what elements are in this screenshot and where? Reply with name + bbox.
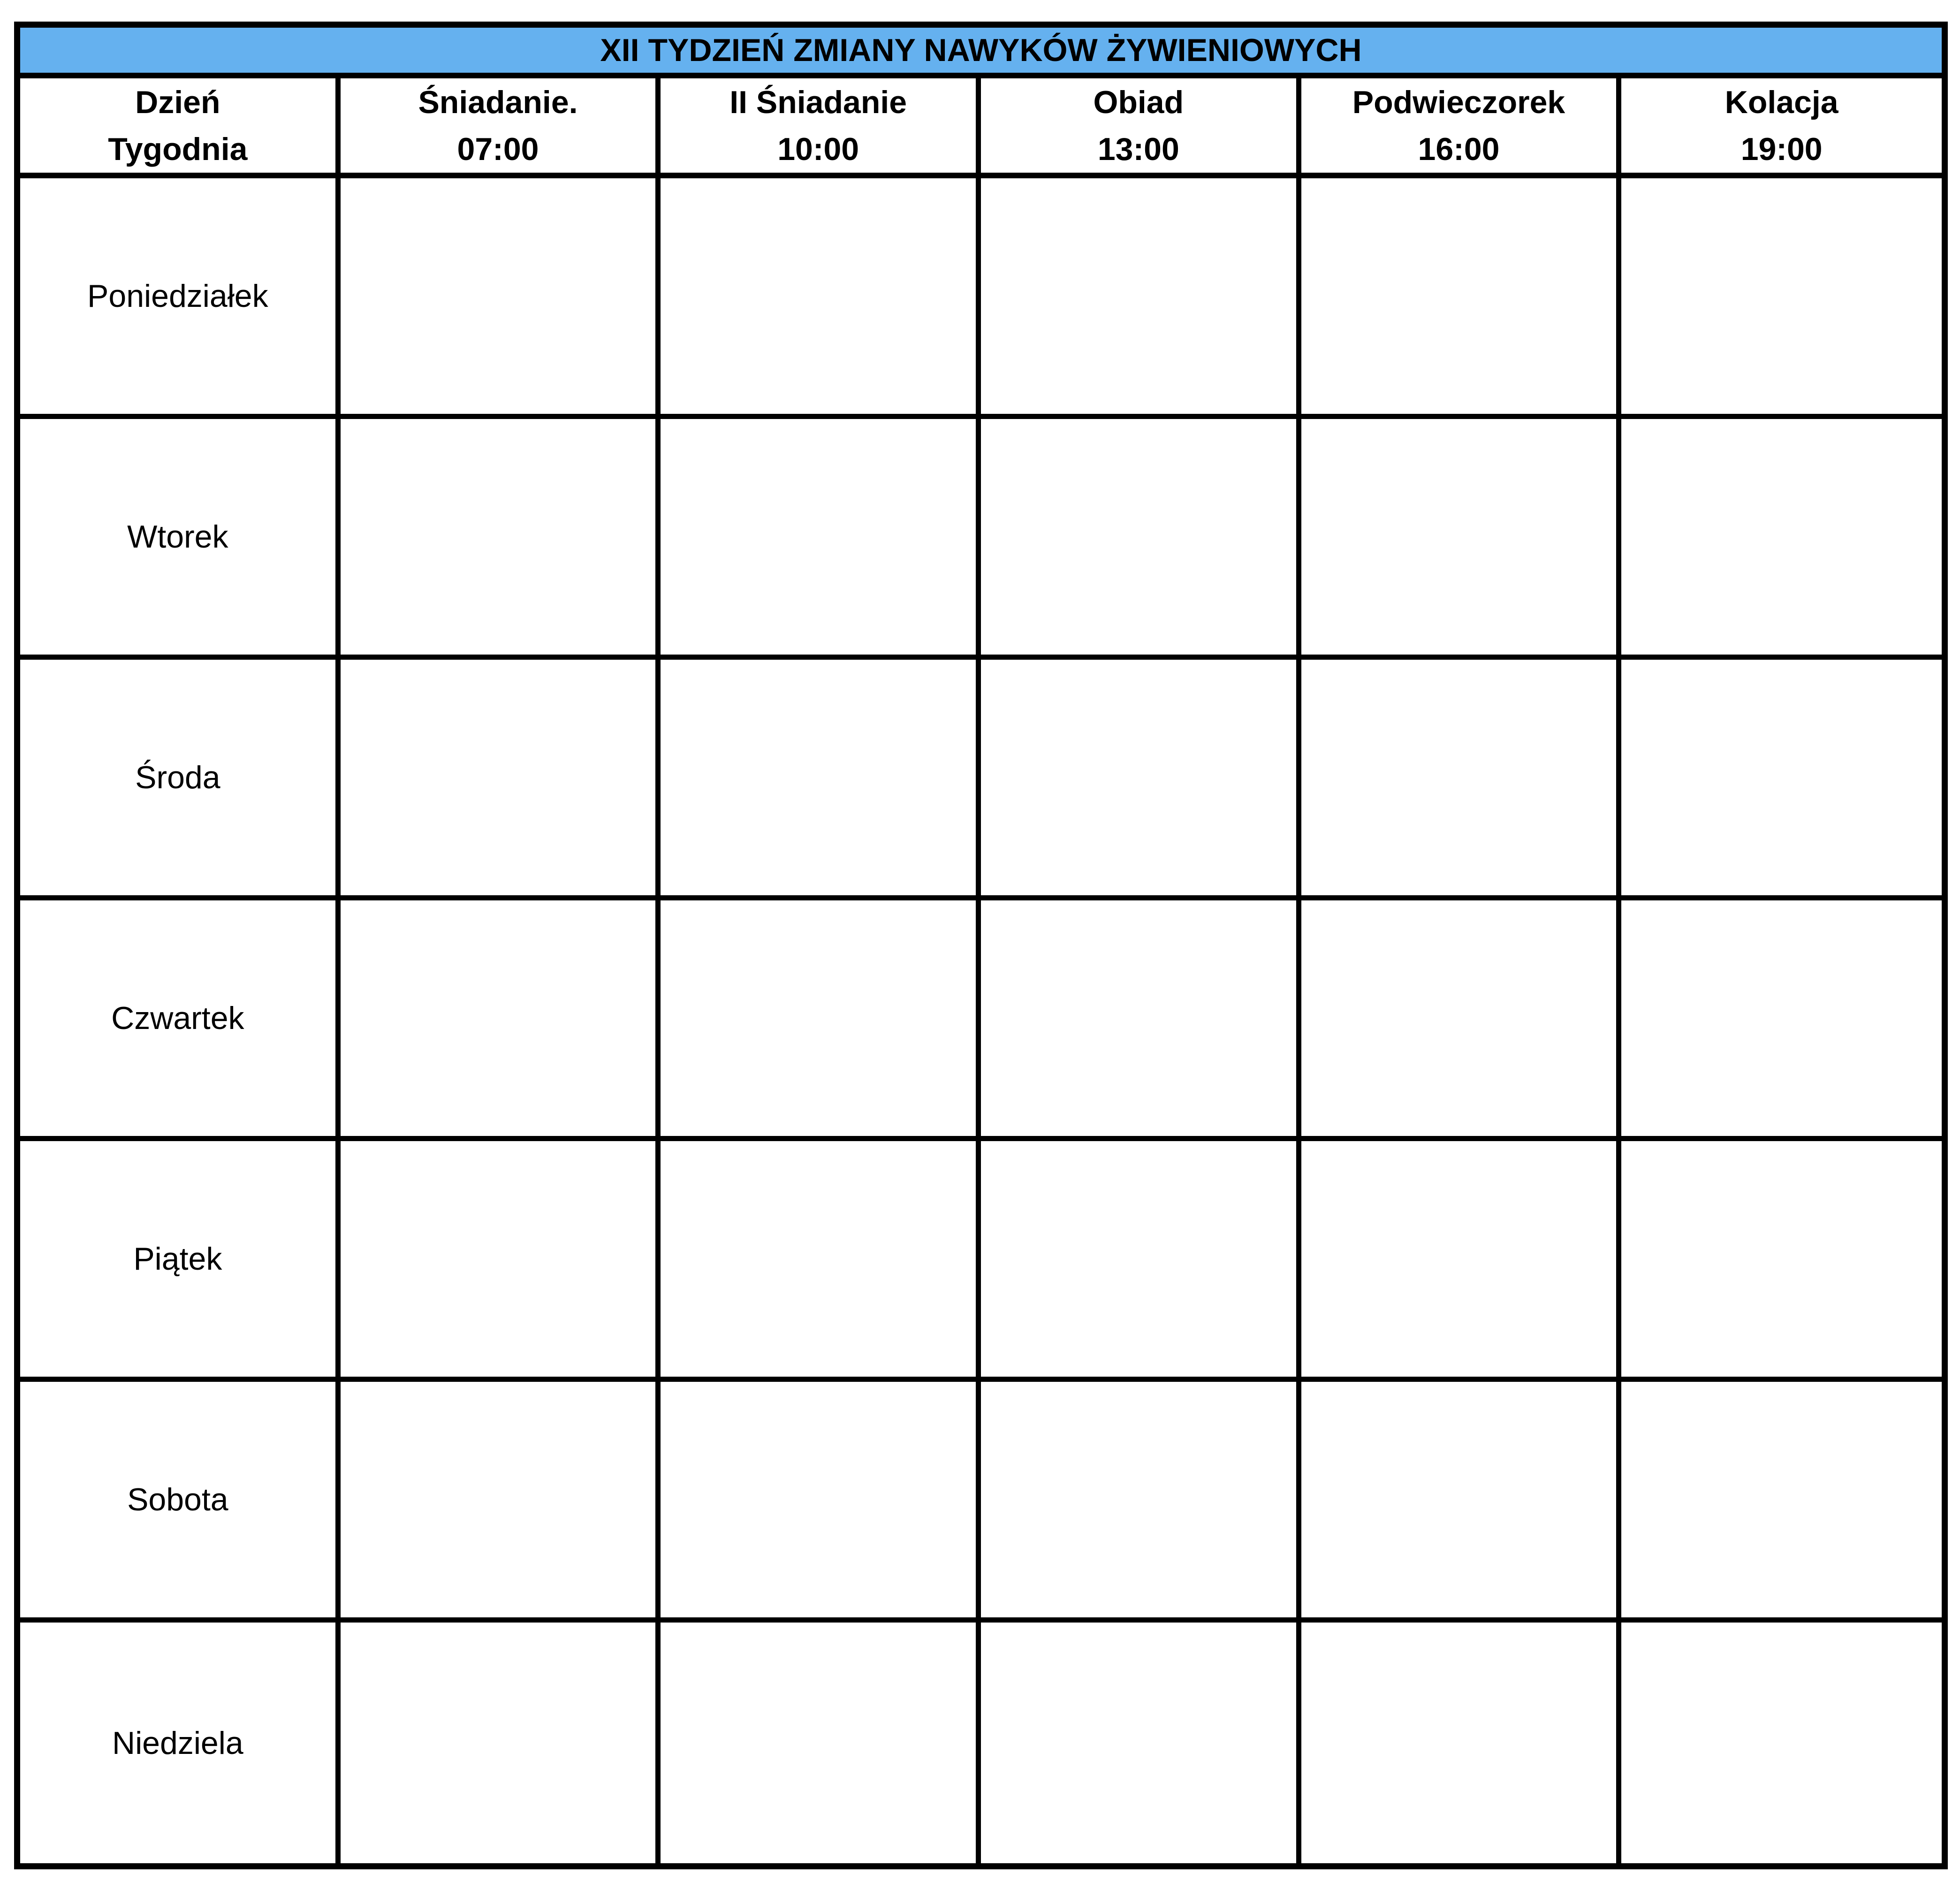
day-label-tuesday: Wtorek bbox=[20, 419, 341, 660]
meal-cell[interactable] bbox=[981, 419, 1301, 660]
meal-cell[interactable] bbox=[1621, 1623, 1942, 1863]
day-label-friday: Piątek bbox=[20, 1141, 341, 1382]
header-afternoon-snack bbox=[1301, 78, 1622, 178]
header-second-breakfast bbox=[661, 78, 981, 178]
meal-cell[interactable] bbox=[1301, 900, 1622, 1141]
meal-cell[interactable] bbox=[1621, 900, 1942, 1141]
meal-cell[interactable] bbox=[661, 1623, 981, 1863]
meal-cell[interactable] bbox=[341, 178, 661, 419]
meal-time: 16:00 bbox=[1418, 131, 1500, 167]
meal-cell[interactable] bbox=[1301, 660, 1622, 900]
meal-cell[interactable] bbox=[981, 1141, 1301, 1382]
meal-name: Obiad bbox=[1093, 84, 1184, 120]
meal-cell[interactable] bbox=[1621, 1382, 1942, 1623]
header-dinner bbox=[1621, 78, 1942, 178]
header-day-of-week bbox=[20, 78, 341, 178]
meal-time: 13:00 bbox=[1097, 131, 1179, 167]
meal-cell[interactable] bbox=[981, 1623, 1301, 1863]
meal-time: 07:00 bbox=[457, 131, 539, 167]
day-label-thursday: Czwartek bbox=[20, 900, 341, 1141]
meal-cell[interactable] bbox=[981, 660, 1301, 900]
meal-name: Śniadanie. bbox=[418, 84, 578, 120]
day-label-monday: Poniedziałek bbox=[20, 178, 341, 419]
meal-cell[interactable] bbox=[981, 900, 1301, 1141]
day-label-saturday: Sobota bbox=[20, 1382, 341, 1623]
meal-cell[interactable] bbox=[1621, 178, 1942, 419]
meal-name: Podwieczorek bbox=[1352, 84, 1565, 120]
meal-cell[interactable] bbox=[661, 178, 981, 419]
meal-cell[interactable] bbox=[1301, 1382, 1622, 1623]
meal-cell[interactable] bbox=[341, 900, 661, 1141]
meal-cell[interactable] bbox=[341, 1623, 661, 1863]
meal-time: 10:00 bbox=[777, 131, 859, 167]
meal-cell[interactable] bbox=[661, 1141, 981, 1382]
meal-cell[interactable] bbox=[661, 660, 981, 900]
meal-cell[interactable] bbox=[341, 660, 661, 900]
header-breakfast bbox=[341, 78, 661, 178]
meal-cell[interactable] bbox=[661, 1382, 981, 1623]
meal-cell[interactable] bbox=[1301, 1623, 1622, 1863]
meal-name: Kolacja bbox=[1724, 84, 1838, 120]
meal-cell[interactable] bbox=[981, 1382, 1301, 1623]
header-day-line1: Dzień bbox=[135, 84, 220, 120]
header-lunch bbox=[981, 78, 1301, 178]
meal-cell[interactable] bbox=[661, 419, 981, 660]
meal-cell[interactable] bbox=[1301, 419, 1622, 660]
meal-cell[interactable] bbox=[1621, 1141, 1942, 1382]
meal-cell[interactable] bbox=[341, 1382, 661, 1623]
day-label-sunday: Niedziela bbox=[20, 1623, 341, 1863]
table-title: XII TYDZIEŃ ZMIANY NAWYKÓW ŻYWIENIOWYCH bbox=[20, 28, 1942, 78]
meal-cell[interactable] bbox=[1621, 419, 1942, 660]
day-label-wednesday: Środa bbox=[20, 660, 341, 900]
meal-cell[interactable] bbox=[1621, 660, 1942, 900]
meal-time: 19:00 bbox=[1740, 131, 1823, 167]
header-day-line2: Tygodnia bbox=[108, 131, 248, 167]
meal-plan-table bbox=[14, 22, 1948, 1869]
meal-cell[interactable] bbox=[1301, 178, 1622, 419]
meal-cell[interactable] bbox=[341, 1141, 661, 1382]
meal-name: II Śniadanie bbox=[729, 84, 907, 120]
meal-cell[interactable] bbox=[981, 178, 1301, 419]
meal-cell[interactable] bbox=[661, 900, 981, 1141]
meal-cell[interactable] bbox=[1301, 1141, 1622, 1382]
meal-cell[interactable] bbox=[341, 419, 661, 660]
